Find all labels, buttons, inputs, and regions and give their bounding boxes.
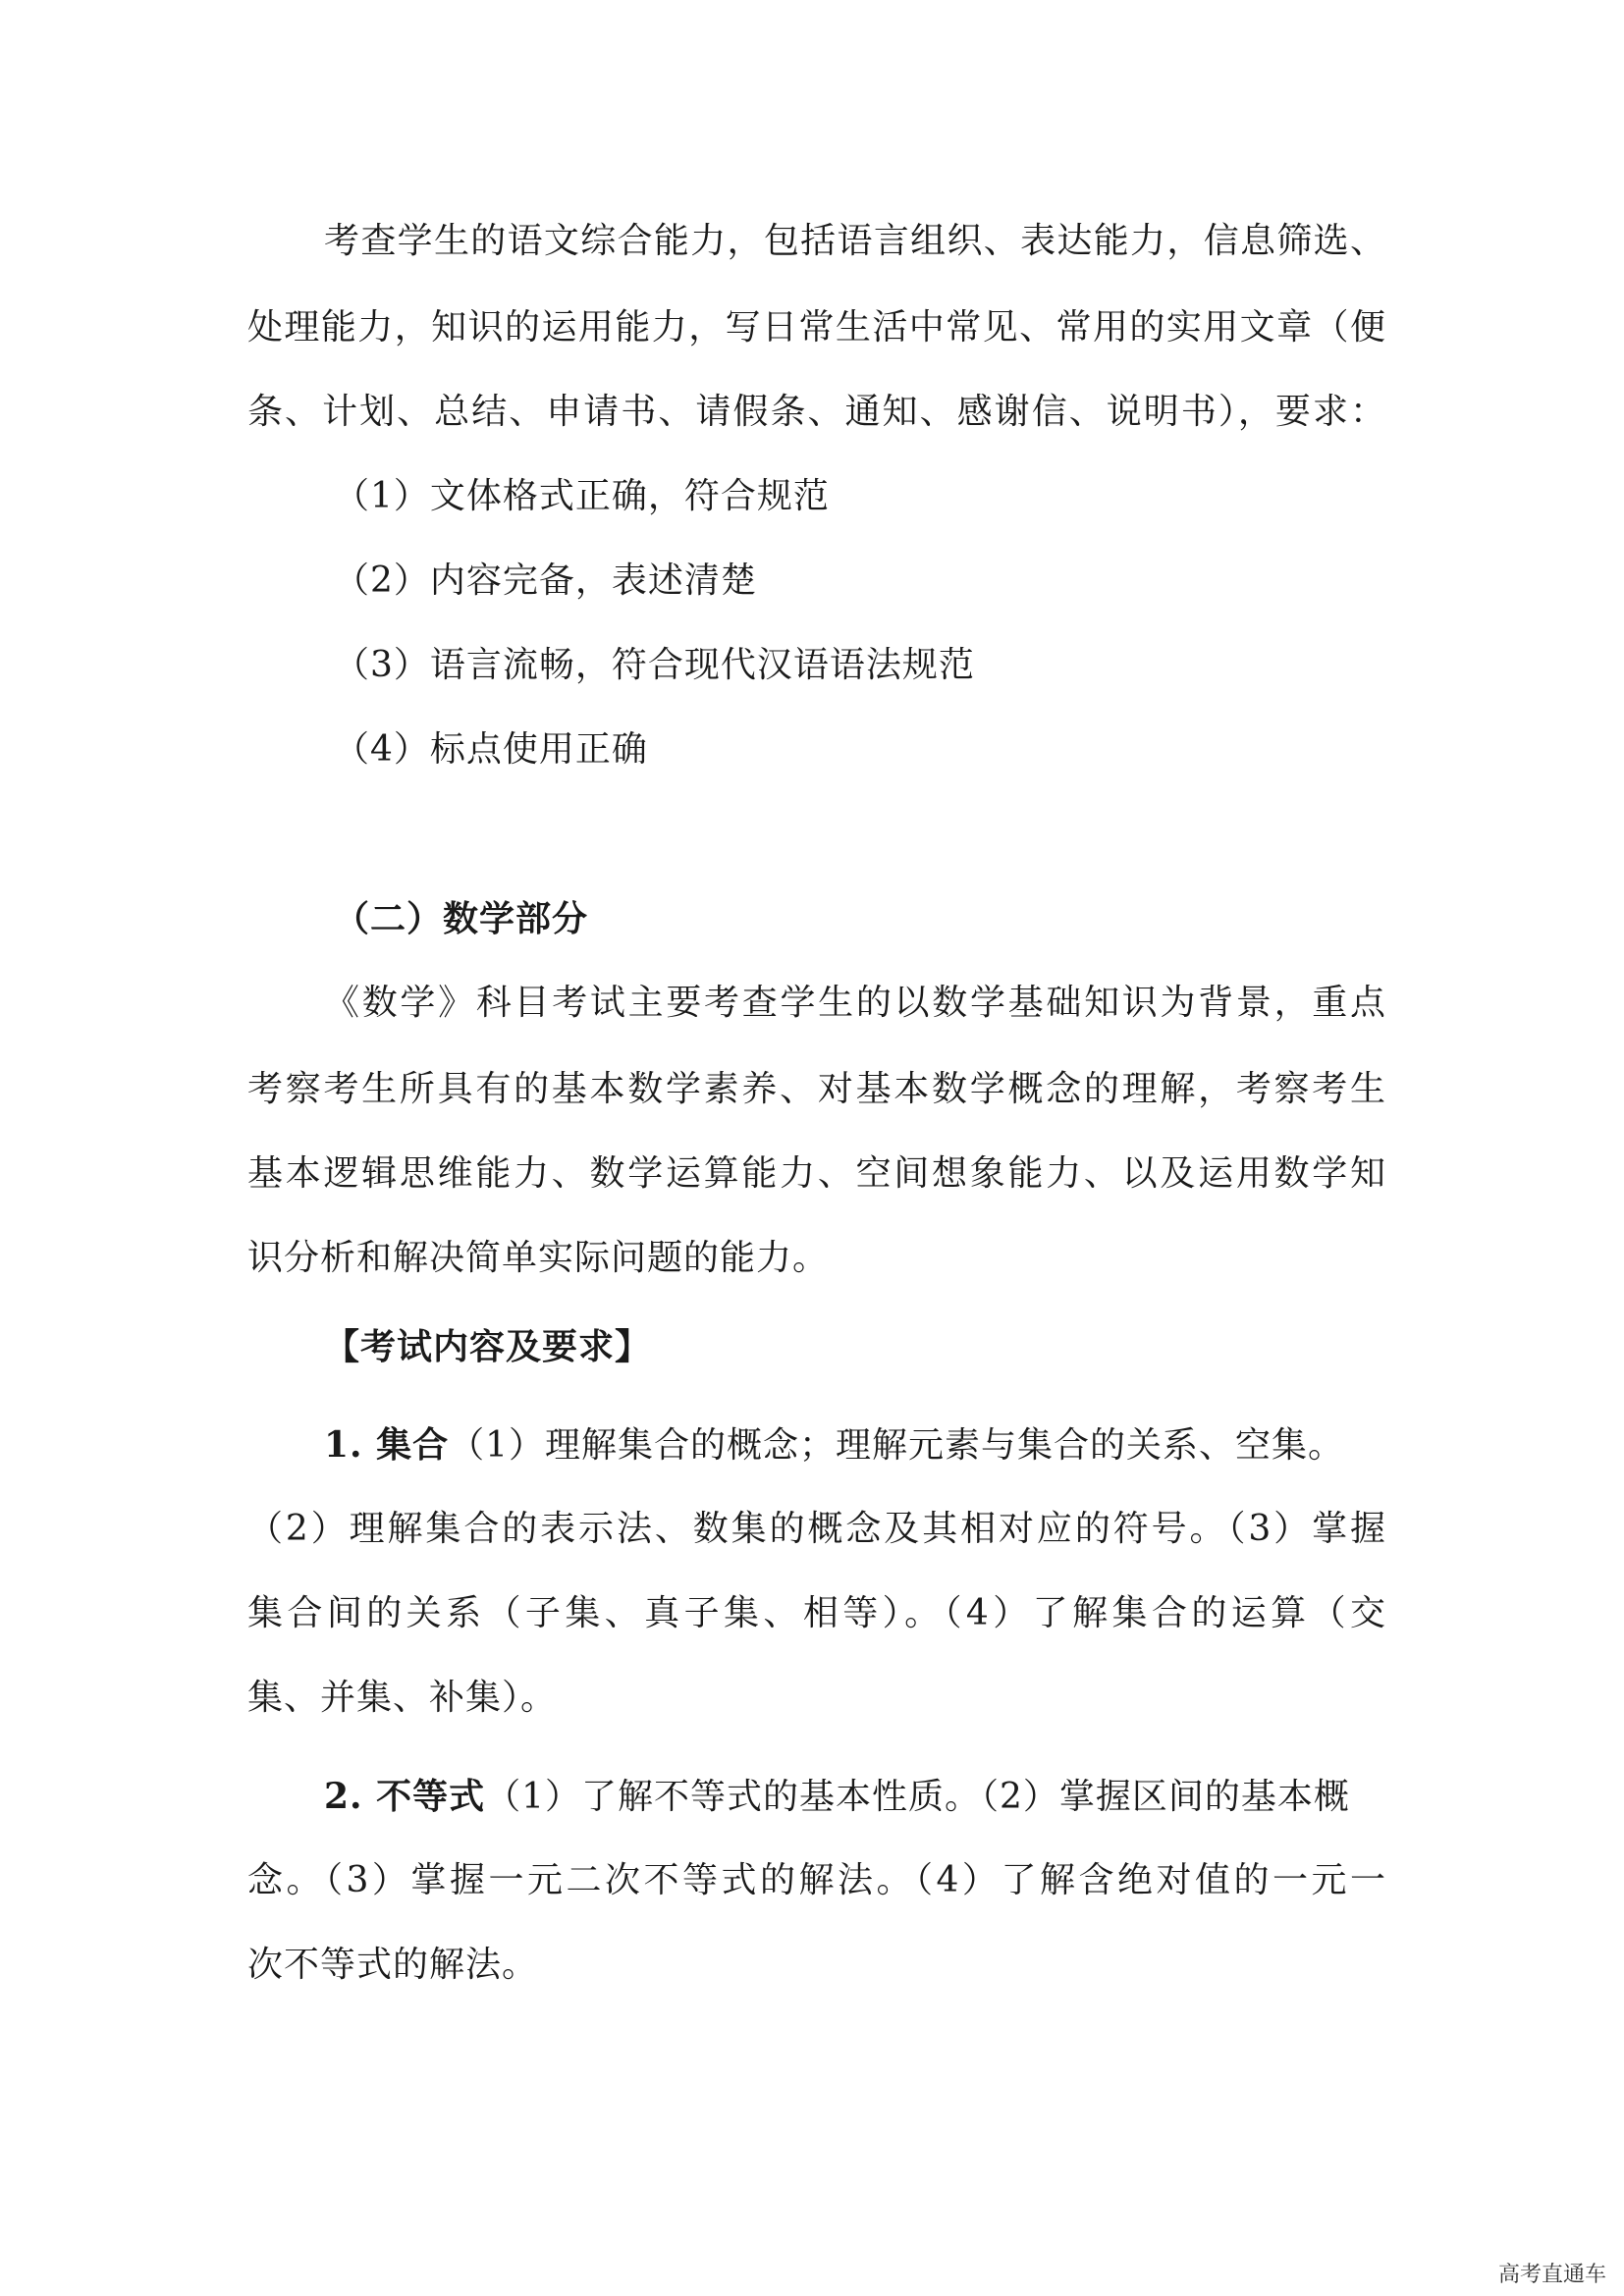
topic-line: 念。（3）掌握一元二次不等式的解法。（4）了解含绝对值的一元一 [247, 1860, 1386, 1900]
topic-first-line [324, 1773, 1463, 1821]
topic-line: （2）理解集合的表示法、数集的概念及其相对应的符号。（3）掌握 [247, 1509, 1386, 1549]
requirement-item: （2）内容完备，表述清楚 [334, 561, 757, 601]
topic-text: （1）理解集合的概念；理解元素与集合的关系、空集。 [449, 1425, 1345, 1466]
topic-title: 1. 集合 [324, 1424, 450, 1466]
topic-line: 集合间的关系（子集、真子集、相等）。（4）了解集合的运算（交 [247, 1593, 1386, 1633]
content-heading: 【考试内容及要求】 [324, 1326, 652, 1367]
paragraph-line: 条、计划、总结、申请书、请假条、通知、感谢信、说明书），要求： [247, 392, 1386, 432]
topic-line: 次不等式的解法。 [247, 1945, 539, 1985]
requirement-item: （4）标点使用正确 [334, 729, 648, 770]
watermark-label: 高考直通车 [1494, 2256, 1610, 2290]
paragraph-line: 基本逻辑思维能力、数学运算能力、空间想象能力、以及运用数学知 [247, 1153, 1386, 1194]
requirement-item: （3）语言流畅，符合现代汉语语法规范 [334, 645, 975, 685]
topic-first-line [324, 1421, 1463, 1469]
topic-line: 集、并集、补集）。 [247, 1678, 558, 1718]
requirement-item: （1）文体格式正确，符合规范 [334, 476, 830, 516]
paragraph-line: 《数学》科目考试主要考查学生的以数学基础知识为背景，重点 [324, 983, 1386, 1023]
paragraph-line: 处理能力，知识的运用能力，写日常生活中常见、常用的实用文章（便 [247, 307, 1386, 347]
paragraph-line: 识分析和解决简单实际问题的能力。 [247, 1238, 830, 1278]
paragraph-line: 考查学生的语文综合能力，包括语言组织、表达能力，信息筛选、 [324, 221, 1386, 261]
section-heading: （二）数学部分 [334, 898, 589, 939]
paragraph-line: 考察考生所具有的基本数学素养、对基本数学概念的理解，考察考生 [247, 1069, 1386, 1109]
topic-title: 2. 不等式 [324, 1776, 486, 1817]
topic-text: （1）了解不等式的基本性质。（2）掌握区间的基本概 [485, 1777, 1350, 1817]
